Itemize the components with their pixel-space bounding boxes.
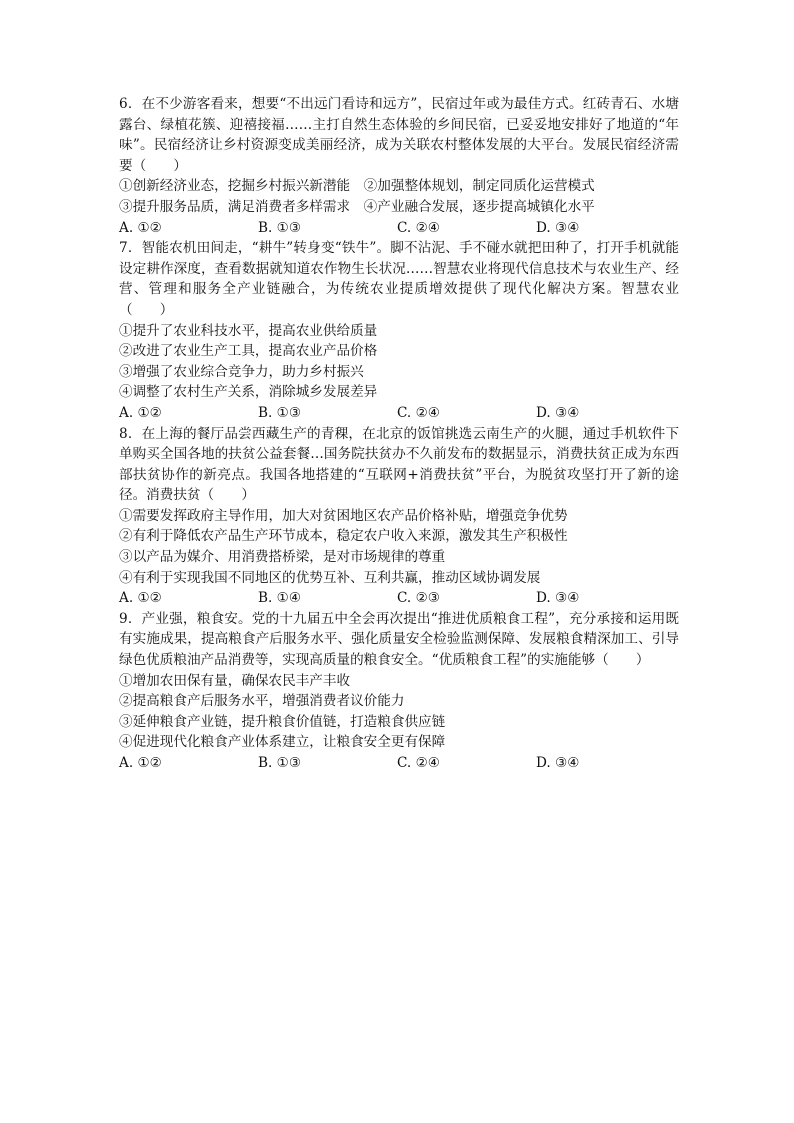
answer-choices (119, 753, 679, 774)
answer-choice-d (536, 588, 675, 609)
choice-text: ③④ (555, 404, 580, 421)
statement-line: ③提升服务品质，满足消费者多样需求 ④产业融合发展，逐步提高城镇化水平 (119, 198, 595, 215)
choice-text: ①② (137, 755, 162, 771)
choice-text: ①③ (276, 404, 302, 421)
question-number-separator: ． (127, 610, 142, 627)
answer-choice-b (258, 218, 397, 239)
choice-label: A . (119, 590, 137, 606)
choice-label: B . (258, 220, 277, 236)
question-list (119, 94, 679, 774)
question-stem (119, 94, 679, 176)
statement-line: ④有利于实现我国不同地区的优势互补、互利共赢，推动区域协调发展 (119, 569, 541, 586)
question-text: 产业强，粮食安。党的十九届五中全会再次提出“推进优质粮食工程”，充分承接和运用既有实施成果，提高粮食产后服务水平、强化质量安全检验监测保障、发展粮食精深加工、引导绿色优质粮油产品消费等，实现高质量的粮食安全。“优质粮食工程”的实施能够（ ） (119, 610, 679, 669)
statement-line: ①增加农田保有量，确保农民丰产丰收 (119, 672, 351, 689)
question-7 (119, 238, 679, 423)
question-number: 8 (119, 425, 128, 442)
choice-text: ①② (137, 404, 162, 421)
question-number: 9 (119, 610, 128, 627)
answer-choice-c (397, 753, 536, 774)
answer-choices (119, 218, 679, 239)
answer-choice-c (397, 218, 536, 239)
question-text: 在不少游客看来，想要“不出远门看诗和远方”，民宿过年或为最佳方式。红砖青石、水塘露台、绿植花簇、迎禧接福……主打自然生态体验的乡间民宿，已妥妥地安排好了地道的“年味”。民宿经济让乡村资源变成美丽经济，成为关联农村整体发展的大平台。发展民宿经济需要（ ） (119, 96, 679, 174)
choice-text: ①④ (276, 590, 302, 607)
statement-line: ②有利于降低农产品生产环节成本，稳定农户收入来源，激发其生产积极性 (119, 528, 568, 545)
answer-choices (119, 588, 679, 609)
answer-choice-b (258, 753, 397, 774)
question-stem (119, 609, 679, 671)
question-stem (119, 238, 679, 320)
choice-label: C . (397, 405, 416, 421)
choice-text: ①② (137, 590, 162, 607)
choice-label: C . (397, 755, 416, 771)
choice-text: ①② (137, 219, 162, 236)
question-8 (119, 424, 679, 609)
question-6 (119, 94, 679, 238)
answer-choice-c (397, 588, 536, 609)
choice-label: D . (536, 405, 555, 421)
choice-text: ②④ (415, 404, 440, 421)
choice-label: A . (119, 755, 137, 771)
choice-label: A . (119, 220, 137, 236)
question-text: 智能农机田间走，“耕牛”转身变“铁牛”。脚不沾泥、手不碰水就把田种了，打开手机就能设定耕作深度，查看数据就知道农作物生长状况……智慧农业将现代信息技术与农业生产、经营、管理和服务全产业链融合，为传统农业提质增效提供了现代化解决方案。智慧农业（ ） (119, 240, 680, 318)
question-text: 在上海的餐厅品尝西藏生产的青稞，在北京的饭馆挑选云南生产的火腿，通过手机软件下单购买全国各地的扶贫公益套餐…国务院扶贫办不久前发布的数据显示，消费扶贫正成为东西部扶贫协作的新亮点。我国各地搭建的“互联网+消费扶贫”平台，为脱贫攻坚打开了新的途径。消费扶贫（ ） (119, 425, 680, 504)
statement-line: ④调整了农村生产关系，消除城乡发展差异 (119, 384, 378, 401)
statement-line: ①创新经济业态，挖掘乡村振兴新潜能 ②加强整体规划，制定同质化运营模式 (119, 178, 595, 195)
choice-label: C . (397, 220, 416, 236)
statement-line: ①提升了农业科技水平，提高农业供给质量 (119, 322, 378, 339)
question-number-separator: ． (127, 240, 142, 257)
answer-choice-b (258, 588, 397, 609)
choice-label: D . (536, 755, 555, 771)
choice-label: B . (258, 755, 277, 771)
statement-line: ①需要发挥政府主导作用，加大对贫困地区农产品价格补贴，增强竞争优势 (119, 507, 568, 524)
choice-label: B . (258, 405, 277, 421)
choice-text: ②④ (415, 755, 440, 771)
question-number: 7 (119, 240, 128, 257)
answer-choice-d (536, 218, 675, 239)
question-number-separator: ． (127, 96, 142, 112)
choice-label: B . (258, 590, 277, 606)
question-9 (119, 609, 679, 774)
statement-line: ④促进现代化粮食产业体系建立，让粮食安全更有保障 (119, 734, 446, 751)
statement-line: ③增强了农业综合竞争力，助力乡村振兴 (119, 363, 364, 380)
answer-choice-b (258, 403, 397, 424)
choice-label: C . (397, 590, 416, 606)
choice-label: A . (119, 405, 137, 421)
choice-text: ③④ (555, 755, 580, 771)
answer-choice-a (119, 218, 258, 239)
choice-label: D . (536, 590, 555, 606)
question-stem (119, 424, 679, 506)
statement-line: ②提高粮食产后服务水平，增强消费者议价能力 (119, 693, 405, 710)
statement-line: ②改进了农业生产工具，提高农业产品价格 (119, 343, 378, 360)
answer-choice-c (397, 403, 536, 424)
answer-choice-a (119, 588, 258, 609)
statement-line: ③以产品为媒介、用消费搭桥梁，是对市场规律的尊重 (119, 549, 446, 566)
answer-choice-a (119, 753, 258, 774)
answer-choice-a (119, 403, 258, 424)
question-number: 6 (119, 96, 128, 112)
statement-line: ③延伸粮食产业链，提升粮食价值链，打造粮食供应链 (119, 713, 446, 730)
answer-choice-d (536, 403, 675, 424)
choice-text: ③④ (555, 590, 580, 607)
choice-text: ①③ (276, 755, 302, 771)
choice-text: ②④ (415, 219, 440, 236)
choice-text: ②③ (415, 590, 440, 607)
question-number-separator: ． (127, 425, 142, 442)
choice-text: ①③ (276, 219, 302, 236)
choice-text: ③④ (555, 219, 580, 236)
answer-choices (119, 403, 679, 424)
choice-label: D . (536, 220, 555, 236)
answer-choice-d (536, 753, 675, 774)
